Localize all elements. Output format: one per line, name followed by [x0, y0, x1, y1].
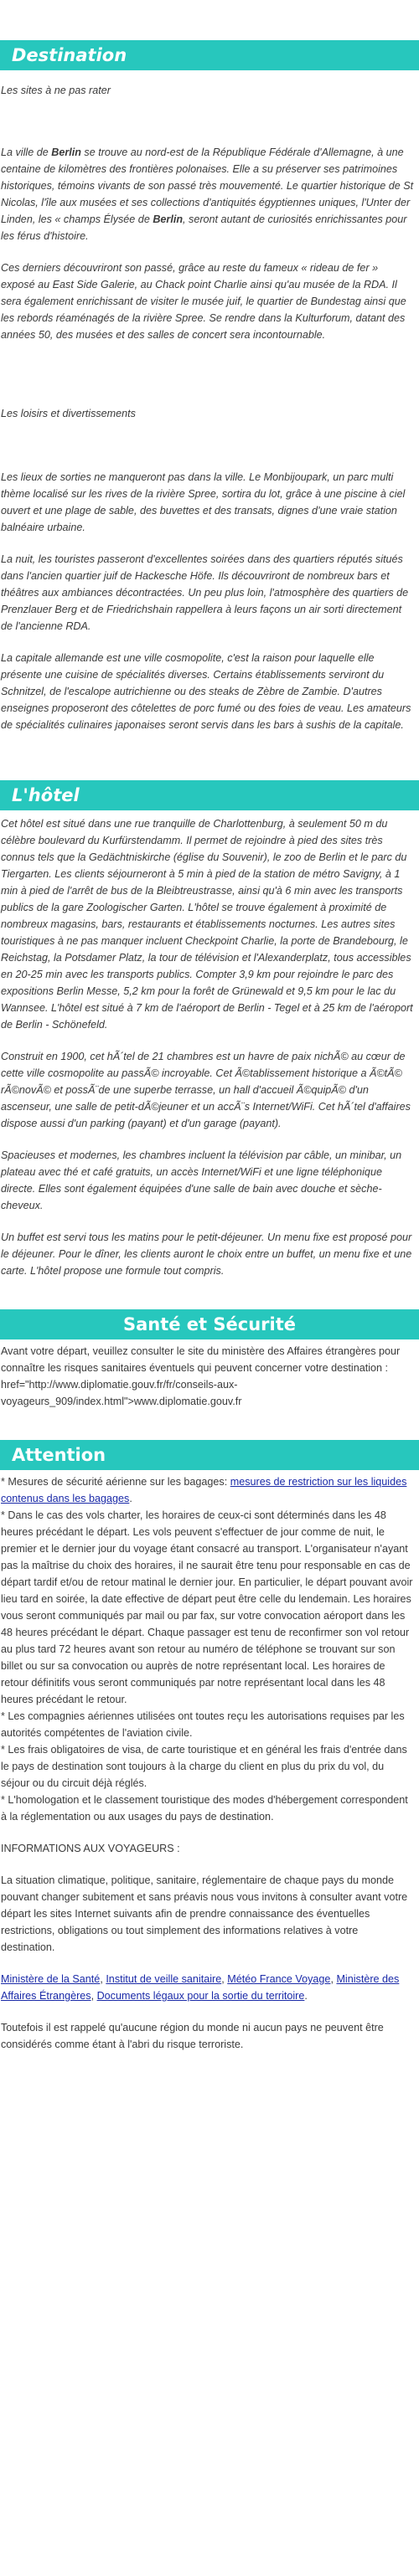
attention-item: * Dans le cas des vols charter, les horaires de ceux-ci sont déterminés dans les 48 heures précédant le départ. Les vols peuvent s'effectuer de jour comme de nuit, le premier et le dernier jour du voyage étant consacré au transport. L'organisateur n'ayant pas la maîtrise du choix des horaires, il ne saurait être tenu pour responsable en cas de départ tardif et/ou de retour matinal le dernier jour. En particulier, le départ pouvant avoir lieu tard en soirée, la date effective de départ peut être celle du lendemain. Les horaires vous seront communiqués par mail ou par fax, sur votre convocation aéroport dans les 48 heures précédant le départ. Chaque passager est tenu de reconfirmer son vol retour au plus tard 72 heures avant son retour au numéro de téléphone se trouvant sur son billet ou sur sa convocation ou auprès de notre représentant local. Les horaires de retour définitifs vous seront communiqués par notre représentant local dans les 48 heures précédant le retour. — [1, 1509, 413, 1705]
attention-item: * Les compagnies aériennes utilisées ont toutes reçu les autorisations requises par les autorités compétentes de l'aviation civile. — [1, 1710, 405, 1739]
section-heading-hotel: L'hôtel — [0, 780, 419, 810]
ministere-sante-link[interactable]: Ministère de la Santé — [1, 1973, 101, 1985]
hotel-paragraph: Cet hôtel est situé dans une rue tranquille de Charlottenburg, à seulement 50 m du célèbre boulevard du Kurfürstendamm. Il permet de rejoindre à pied des sites très connus tels que la Gedächtniskirche (église du Souvenir), le zoo de Berlin et le parc du Tiergarten. Les clients séjourneront à 5 min à pied de la station de métro Savigny, à 1 min à pied de l'arrêt de bus de la Bleibtreustrasse, ainsi qu'à 6 min avec les transports publics de la gare Zoologischer Garten. L'hôtel se trouve également à proximité de nombreux magasins, bars, restaurants et établissements nocturnes. Les autres sites touristiques à ne pas manquer incluent Checkpoint Charlie, la porte de Brandebourg, le Reichstag, la Potsdamer Platz, la tour de télévision et l'Alexanderplatz, tous accessibles en 20-25 min avec les transports publics. Compter 3,9 km pour rejoindre le parc des expositions Berlin Messe, 5,2 km pour la forêt de Grünewald et 9,5 km pour le lac du Wannsee. L'hôtel est situé à 7 km de l'aéroport de Berlin - Tegel et à 25 km de l'aéroport de Berlin - Schönefeld. — [1, 818, 413, 1031]
documents-legaux-link[interactable]: Documents légaux pour la sortie du territoire — [96, 1990, 305, 2002]
destination-subtitle: Les sites à ne pas rater — [1, 85, 111, 96]
liquids-restriction-link[interactable]: mesures de restriction sur les liquides contenus dans les bagages — [1, 1476, 407, 1504]
sante-section — [0, 1339, 414, 1410]
destination-section — [0, 82, 414, 733]
sante-paragraph: Avant votre départ, veuillez consulter le site du ministère des Affaires étrangères pour connaître les risques sanitaires éventuels qui peuvent concerner votre destination : href="http://www.diplomatie.gouv.fr/fr/conseils-aux-voyageurs_909/index.html">www.diplomatie.gouv.fr — [1, 1345, 401, 1407]
info-heading: INFORMATIONS AUX VOYAGEURS : — [1, 1843, 180, 1854]
institut-veille-link[interactable]: Institut de veille sanitaire — [106, 1973, 222, 1985]
hotel-paragraph: Un buffet est servi tous les matins pour le petit-déjeuner. Un menu fixe est proposé pour le déjeuner. Pour le dîner, les clients auront le choix entre un buffet, un menu fixe et une carte. L'hôtel propose une formule tout compris. — [1, 1231, 412, 1277]
hotel-paragraph: Construit en 1900, cet hÃ´tel de 21 chambres est un havre de paix nichÃ© au cœur de cette ville cosmopolite au passÃ© incroyable. Cet Ã©tablissement historique a Ã©tÃ© rÃ©novÃ© et possÃ¨de une superbe terrasse, un hall d'accueil Ã©quipÃ© d'un ascenseur, une salle de petit-dÃ©jeuner et un accÃ¨s Internet/WiFi. Cet hÃ´tel d'affaires dispose aussi d'un parking (payant) et d'un garage (payant). — [1, 1051, 411, 1129]
attention-item: * L'homologation et le classement touristique des modes d'hébergement correspondent à la réglementation ou aux usages du pays de destination. — [1, 1794, 408, 1823]
attention-item: * Mesures de sécurité aérienne sur les bagages: mesures de restriction sur les liquides contenus dans les bagages. — [1, 1476, 407, 1504]
info-paragraph: La situation climatique, politique, sanitaire, réglementaire de chaque pays du monde pouvant changer subitement et sans préavis nous vous invitons à consulter avant votre départ les sites Internet suivants afin de prendre connaissance des éventuelles restrictions, obligations ou tout simplement des informations relatives à votre destination. — [1, 1874, 408, 1953]
final-note: Toutefois il est rappelé qu'aucune région du monde ni aucun pays ne peuvent être considérés comme étant à l'abri du risque terroriste. — [1, 2022, 384, 2050]
meteo-france-link[interactable]: Météo France Voyage — [227, 1973, 331, 1985]
destination-paragraph: La ville de Berlin se trouve au nord-est de la République Fédérale d'Allemagne, à une centaine de kilomètres des frontières polonaises. Elle a su préserver ses patrimoines historiques, témoins vivants de son passé très mouvementé. Le quartier historique de St Nicolas, l'île aux musées et ses collections d'antiquités égyptiennes uniques, l'Unter der Linden, les « champs Élysée de Berlin, seront autant de curiosités enrichissantes pour les férus d'histoire. — [1, 147, 414, 242]
destination-paragraph: La capitale allemande est une ville cosmopolite, c'est la raison pour laquelle elle présente une cuisine de spécialités diverses. Certains établissements serviront du Schnitzel, de l'escalope autrichienne ou des steaks de Zèbre de Zambie. D'autres enseignes proposeront des côtelettes de porc fumé ou des foies de veau. Les amateurs de spécialités culinaires japonaises seront servis dans les bars à sushis de la capitale. — [1, 652, 411, 731]
destination-subtitle-leisure: Les loisirs et divertissements — [1, 408, 136, 419]
destination-paragraph: Ces derniers découvriront son passé, grâce au reste du fameux « rideau de fer » exposé au East Side Galerie, au Chack point Charlie ainsi qu'au musée de la RDA. Il sera également enrichissant de visiter le musée juif, le quartier de Bundestag ainsi que les rebords réaménagés de la rivière Spree. Se rendre dans la Kulturforum, datant des années 50, des musées et des salles de concert sera incontournable. — [1, 262, 406, 341]
section-heading-attention: Attention — [0, 1440, 419, 1470]
info-links: Ministère de la Santé, Institut de veille sanitaire, Météo France Voyage, Ministère des Affaires Étrangères, Documents légaux pour la sortie du territoire. — [1, 1973, 400, 2002]
attention-section — [0, 1470, 414, 2053]
hotel-paragraph: Spacieuses et modernes, les chambres incluent la télévision par câble, un minibar, un plateau avec thé et café gratuits, un accès Internet/WiFi et une ligne téléphonique directe. Elles sont également équipées d'une salle de bain avec douche et sèche-cheveux. — [1, 1149, 402, 1211]
destination-paragraph: La nuit, les touristes passeront d'excellentes soirées dans des quartiers réputés situés dans l'ancien quartier juif de Hackesche Höfe. Ils découvriront de nombreux bars et théâtres aux ambiances décontractées. Un peu plus loin, l'atmosphère des quartiers de Prenzlauer Berg et de Friedrichshain rappellera à leurs façons un air sorti directement de l'ancienne RDA. — [1, 553, 409, 632]
affaires-etrangeres-link[interactable]: Ministère des Affaires Étrangères — [1, 1973, 400, 2002]
hotel-section — [0, 810, 414, 1279]
destination-paragraph: Les lieux de sorties ne manqueront pas dans la ville. Le Monbijoupark, un parc multi thème localisé sur les rives de la rivière Spree, sortira du lot, grâce à une piscine à ciel ouvert et une plage de sable, des buvettes et des transats, dignes d'une vraie station balnéaire urbaine. — [1, 471, 406, 533]
section-heading-destination: Destination — [0, 40, 419, 70]
attention-item: * Les frais obligatoires de visa, de carte touristique et en général les frais d'entrée dans le pays de destination sont toujours à la charge du client en plus du prix du vol, du séjour ou du circuit déjà réglés. — [1, 1744, 407, 1789]
section-heading-sante: Santé et Sécurité — [0, 1309, 419, 1339]
